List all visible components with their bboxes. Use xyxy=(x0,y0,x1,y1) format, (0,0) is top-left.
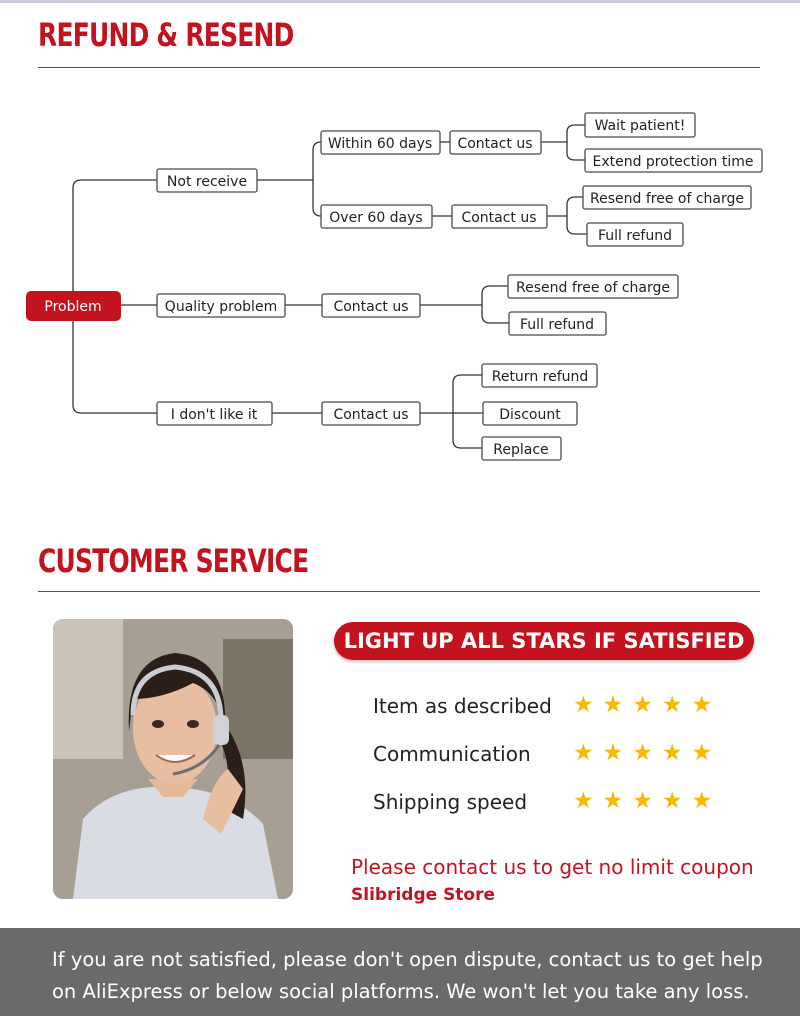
svg-text:Return refund: Return refund xyxy=(491,369,589,385)
star-icon[interactable]: ★ xyxy=(691,788,722,814)
coupon-text: Please contact us to get no limit coupon xyxy=(351,855,754,879)
flow-node-wait-patient xyxy=(585,113,695,137)
flow-node-discount xyxy=(483,402,577,425)
flow-node-within-60-days xyxy=(321,131,440,154)
star-icon[interactable]: ★ xyxy=(632,788,662,814)
refund-section-title: REFUND & RESEND xyxy=(38,16,294,54)
star-icon[interactable]: ★ xyxy=(573,692,603,718)
top-border xyxy=(0,0,800,3)
svg-text:Resend free of charge: Resend free of charge xyxy=(516,280,670,296)
customer-service-photo xyxy=(53,619,293,899)
svg-text:Discount: Discount xyxy=(499,407,561,423)
svg-text:Full refund: Full refund xyxy=(519,317,595,333)
rating-label-communication: Communication xyxy=(373,742,531,766)
footer-line-1: If you are not satisfied, please don't open dispute, contact us to get help xyxy=(52,948,763,971)
footer-line-2: on AliExpress or below social platforms. We won't let you take any loss. xyxy=(52,980,750,1003)
flow-node-dont-like-it xyxy=(157,402,272,425)
star-icon[interactable]: ★ xyxy=(691,692,722,718)
svg-text:Quality problem: Quality problem xyxy=(164,299,278,315)
flow-node-contact-us xyxy=(322,402,420,425)
svg-text:I don't like it: I don't like it xyxy=(170,407,258,423)
svg-text:Full refund: Full refund xyxy=(597,228,673,244)
svg-text:Replace: Replace xyxy=(493,442,549,458)
footer-notice xyxy=(0,928,800,1016)
flow-node-full-refund xyxy=(587,223,683,246)
flow-node-contact-us xyxy=(450,131,541,154)
rating-stars-item-described[interactable] xyxy=(573,692,721,718)
flow-node-resend-free xyxy=(583,186,751,209)
rating-stars-shipping-speed[interactable] xyxy=(573,788,721,814)
svg-text:Contact us: Contact us xyxy=(333,407,409,423)
svg-text:Not receive: Not receive xyxy=(166,174,248,190)
flow-node-not-receive xyxy=(157,169,257,192)
svg-text:Problem: Problem xyxy=(44,299,102,315)
rating-label-item-described: Item as described xyxy=(373,694,552,718)
service-section-divider xyxy=(38,591,760,592)
rating-stars-communication[interactable] xyxy=(573,740,721,766)
star-icon[interactable]: ★ xyxy=(602,740,633,766)
flow-node-contact-us xyxy=(322,294,420,317)
star-icon[interactable]: ★ xyxy=(632,740,662,766)
svg-text:Extend protection time: Extend protection time xyxy=(592,154,754,170)
refund-flowchart xyxy=(0,90,800,480)
flow-node-quality-problem xyxy=(157,294,285,317)
svg-text:Wait patient!: Wait patient! xyxy=(594,118,686,134)
rating-label-shipping-speed: Shipping speed xyxy=(373,790,528,814)
flow-node-extend-protection xyxy=(585,149,762,172)
svg-text:Contact us: Contact us xyxy=(461,210,537,226)
star-icon[interactable]: ★ xyxy=(602,788,633,814)
star-icon[interactable]: ★ xyxy=(661,692,692,718)
flow-node-return-refund xyxy=(482,364,597,387)
flow-node-contact-us xyxy=(452,205,547,228)
store-name: Slibridge Store xyxy=(351,885,496,905)
svg-text:Contact us: Contact us xyxy=(333,299,409,315)
flow-root-problem xyxy=(26,291,121,321)
star-icon[interactable]: ★ xyxy=(602,692,633,718)
flow-node-replace xyxy=(482,437,561,460)
flow-node-full-refund xyxy=(509,312,606,335)
flow-node-over-60-days xyxy=(321,205,432,228)
star-icon[interactable]: ★ xyxy=(632,692,662,718)
service-section-title: CUSTOMER SERVICE xyxy=(38,542,309,580)
star-icon[interactable]: ★ xyxy=(661,788,692,814)
star-icon[interactable]: ★ xyxy=(573,788,603,814)
star-icon[interactable]: ★ xyxy=(573,740,603,766)
flow-node-resend-free xyxy=(508,275,678,298)
svg-text:Over 60 days: Over 60 days xyxy=(329,210,423,226)
star-icon[interactable]: ★ xyxy=(691,740,722,766)
refund-section-divider xyxy=(38,67,760,68)
star-icon[interactable]: ★ xyxy=(661,740,692,766)
svg-text:Resend free of charge: Resend free of charge xyxy=(590,191,744,207)
satisfaction-banner: LIGHT UP ALL STARS IF SATISFIED xyxy=(334,622,754,660)
svg-text:Contact us: Contact us xyxy=(457,136,533,152)
svg-text:Within 60 days: Within 60 days xyxy=(327,136,433,152)
